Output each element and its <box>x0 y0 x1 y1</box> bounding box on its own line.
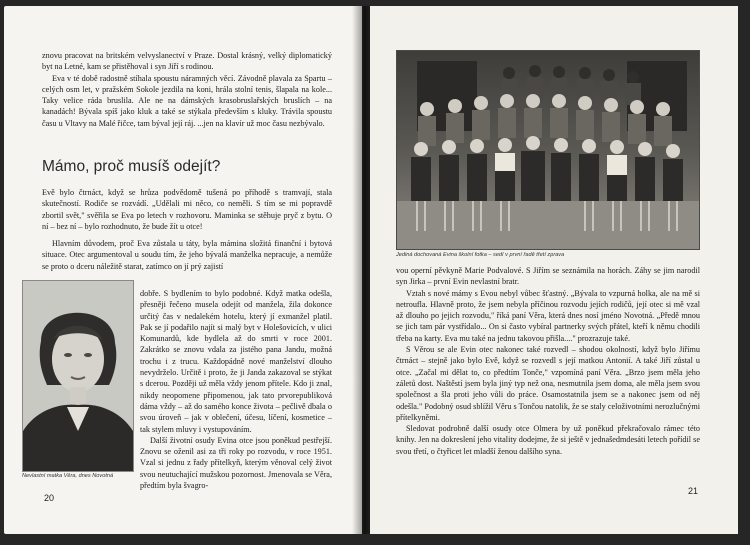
class-photo-caption: Jediná dochovaná Evina školní fotka – sedí v první řadě třetí zprava <box>396 252 565 258</box>
left-top-text <box>42 50 332 129</box>
portrait-photo <box>22 280 134 472</box>
right-page <box>370 6 738 534</box>
paragraph: Hlavním důvodem, proč Eva zůstala u táty, byla mámina složitá finanční i bytová situace. Otec argumentoval u soudu tím, že jeho bývalá manželka nepracuje, a nemůže se proto o dceru náležitě starat, zatímco on jí prý zajistí <box>42 239 332 271</box>
paragraph: S Věrou se ale Evin otec nakonec také rozvedl – shodou okolností, když bylo Jiřímu čtrnáct – stejně jako bylo Evě, když se rozvedl s její matkou Antonií. A také Jiří zůstal u otce. „Začal mi dělat to, co předtím Tonče," vzpomíná paní Věra. „Brzo jsem měla jeho záletů dost. Naštěstí jsem byla jiný typ než ona, nesmutnila jsem doma, ale měla jsem svou společnost a šla proti jeho vůli do práce. Osamostatnila jsem se a nakonec jsem od něj odešla." Podobný osud sblížil Věru s Tončou natolik, že se staly celoživotními nerozlučnými přítelkyněmi. <box>396 345 700 422</box>
left-wrap-text <box>140 288 332 491</box>
right-text <box>396 265 700 457</box>
paragraph: Sledovat podrobně další osudy otce Olmera by už poněkud překračovalo rámec této knihy. Jen na dokreslení jeho vitality dodejme, že si ještě v jednašedmdesáti letech pořídil se svou třetí, o čtyřicet let mladší ženou dalšího syna. <box>396 424 700 456</box>
paragraph: vou operní pěvkyně Marie Podvalové. S Jiřím se seznámila na horách. Záhy se jim narodil syn Jirka – první Evin nevlastní bratr. <box>396 266 700 287</box>
paragraph: Další životní osudy Evina otce jsou poněkud pestřejší. Znovu se oženil asi za tři roky po rozvodu, v roce 1951. Vzal si jednu z řady přítelkyň, kterým věnoval celý život svou neutuchající mužskou pozornost. Jmenovala se Věra, předtím byla švagro- <box>140 435 332 491</box>
class-photo-image <box>397 51 699 249</box>
class-photo <box>396 50 700 250</box>
paragraph: Evě bylo čtrnáct, když se hrůza podvědomě tušená po příhodě s tramvají, stala skutečností. Rodiče se rozvádí. „Udělali mi něco, co neměli. S tím se mi popravdě zbortil svět," svěřila se Eva po letech v rozhovoru. Maminka se stěhuje pryč z bytu. O ní – bez ní – bylo rozhodnuto, že bude žít u otce! <box>42 188 332 231</box>
portrait-caption: Nevlastní matka Věra, dnes Novotná <box>22 473 114 479</box>
paragraph: dobře. S bydlením to bylo podobné. Když matka odešla, přesněji řečeno musela odejít od manžela, žila dokonce určitý čas v nedalekém hotelu, který jí exmanžel platil. Pak se jí podařilo najít si malý byt v Holešovicích, v ulici Komunardů, kde bydlela až do smrti v roce 2001. Zakrátko se znovu vdala za jistého pana Jandu, možná trochu i z trucu. Každopádně nové manželství dlouho nevydrželo. Určitě i proto, že ji Janda zakazoval se stýkat s dcerou. Později už měla vždy jenom přítele. Kdo ji znal, nikdy neopomene připomenou, jak tato prvorepubliková dáma vždy – až do samého konce života – pečlivě dbala o svou úroveň – jak v oblečení, účesu, líčení, kosmetice – tak stylem mluvy i vystupováním. <box>140 289 332 434</box>
paragraph: znovu pracovat na britském velvyslanectví v Praze. Dostal krásný, velký diplomatický byt na Letné, kam se přistěhoval i syn Jiří s rodinou. <box>42 51 332 72</box>
left-page <box>4 6 362 534</box>
chapter-heading: Mámo, proč musíš odejít? <box>42 158 221 175</box>
page-number-left: 20 <box>44 493 55 503</box>
paragraph: Eva v té době radostně stíhala spoustu náramných věcí. Závodně plavala za Spartu – celých osm let, v pražském Sokole jezdila na koni, hrála stolní tenis, šlapala na kole... Taky velice ráda bruslila. Ale ne na dámských krasobruslařských bruslích – na kanadách! Bývala spíš jako kluk a také se stýkala především s kluky. Trávila spoustu času u Vltavy na Malé řičce, tam býval její ráj. ...jen na klavír už moc času nezbývalo. <box>42 73 332 128</box>
page-number-right: 21 <box>688 486 699 496</box>
paragraph: Vztah s nové mámy s Evou nebyl vůbec šťastný. „Bývala to vzpurná holka, ale na mě si netroufla. Hlavně proto, že jsem nebyla příčinou rozvodu jejích rodičů, její otec si mě vzal až dlouho po jejich rozvodu," říká paní Věra, která dnes nosí jméno Novotná. „Předě mnou se jich tam pár vystřídalo... On si často vybíral partnerky svých přátel, kteří k němu chodili třeba na karty. Eva mu také na jednu takovou přišla...." prozrazuje také. <box>396 288 700 343</box>
left-mid-text <box>42 187 332 272</box>
portrait-image <box>23 281 133 471</box>
